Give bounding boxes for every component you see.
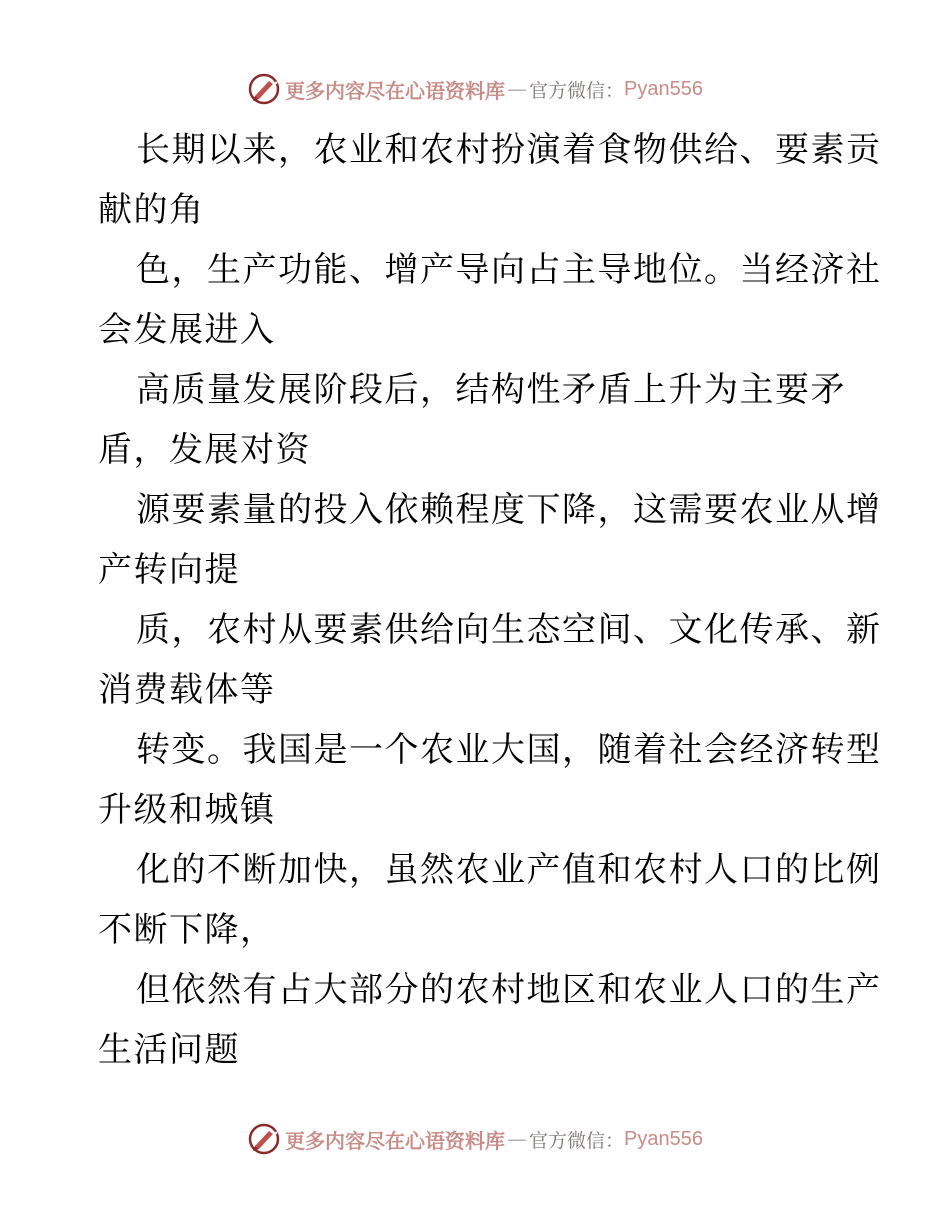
header-site-text: 更多内容尽在心语资料库 bbox=[285, 78, 505, 103]
paragraph-5-line-1: 质，农村从要素供给向生态空间、文化传承、新 bbox=[136, 610, 882, 650]
page-footer-banner bbox=[0, 1122, 950, 1156]
paragraph-1-line-2: 献的角 bbox=[98, 190, 205, 230]
paragraph-8-line-1: 但依然有占大部分的农村地区和农业人口的生产 bbox=[136, 970, 882, 1010]
paragraph-4-line-1: 源要素量的投入依赖程度下降，这需要农业从增 bbox=[136, 490, 882, 530]
paragraph-3-line-2: 盾，发展对资 bbox=[98, 430, 311, 470]
pen-logo-icon bbox=[247, 1122, 281, 1156]
paragraph-7 bbox=[98, 840, 882, 960]
paragraph-8 bbox=[98, 960, 882, 1080]
footer-dash: — bbox=[507, 1127, 527, 1151]
paragraph-7-line-2: 不断下降， bbox=[98, 910, 276, 950]
pen-logo-icon bbox=[247, 72, 281, 106]
paragraph-7-line-1: 化的不断加快，虽然农业产值和农村人口的比例 bbox=[136, 850, 882, 890]
paragraph-6-line-2: 升级和城镇 bbox=[98, 790, 276, 830]
paragraph-3 bbox=[98, 360, 858, 480]
paragraph-1 bbox=[98, 120, 882, 240]
paragraph-4 bbox=[98, 480, 882, 600]
paragraph-5-line-2: 消费载体等 bbox=[98, 670, 276, 710]
paragraph-4-line-2: 产转向提 bbox=[98, 550, 240, 590]
footer-wechat-label: 官方微信： bbox=[529, 1129, 625, 1152]
paragraph-2-line-1: 色，生产功能、增产导向占主导地位。当经济社 bbox=[136, 250, 882, 290]
header-dash: — bbox=[507, 77, 527, 101]
document-body bbox=[98, 120, 882, 1080]
paragraph-6-line-1: 转变。我国是一个农业大国，随着社会经济转型 bbox=[136, 730, 882, 770]
footer-wechat-id: Pyan556 bbox=[624, 1127, 703, 1150]
header-wechat-id: Pyan556 bbox=[624, 77, 703, 100]
header-wechat-label: 官方微信： bbox=[529, 79, 625, 102]
paragraph-2 bbox=[98, 240, 882, 360]
page-header-banner bbox=[0, 72, 950, 106]
paragraph-8-line-2: 生活问题 bbox=[98, 1030, 240, 1070]
paragraph-1-line-1: 长期以来，农业和农村扮演着食物供给、要素贡 bbox=[136, 130, 882, 170]
footer-site-text: 更多内容尽在心语资料库 bbox=[285, 1128, 505, 1153]
paragraph-3-line-1: 高质量发展阶段后，结构性矛盾上升为主要矛 bbox=[136, 370, 846, 410]
paragraph-2-line-2: 会发展进入 bbox=[98, 310, 276, 350]
paragraph-6 bbox=[98, 720, 882, 840]
paragraph-5 bbox=[98, 600, 882, 720]
